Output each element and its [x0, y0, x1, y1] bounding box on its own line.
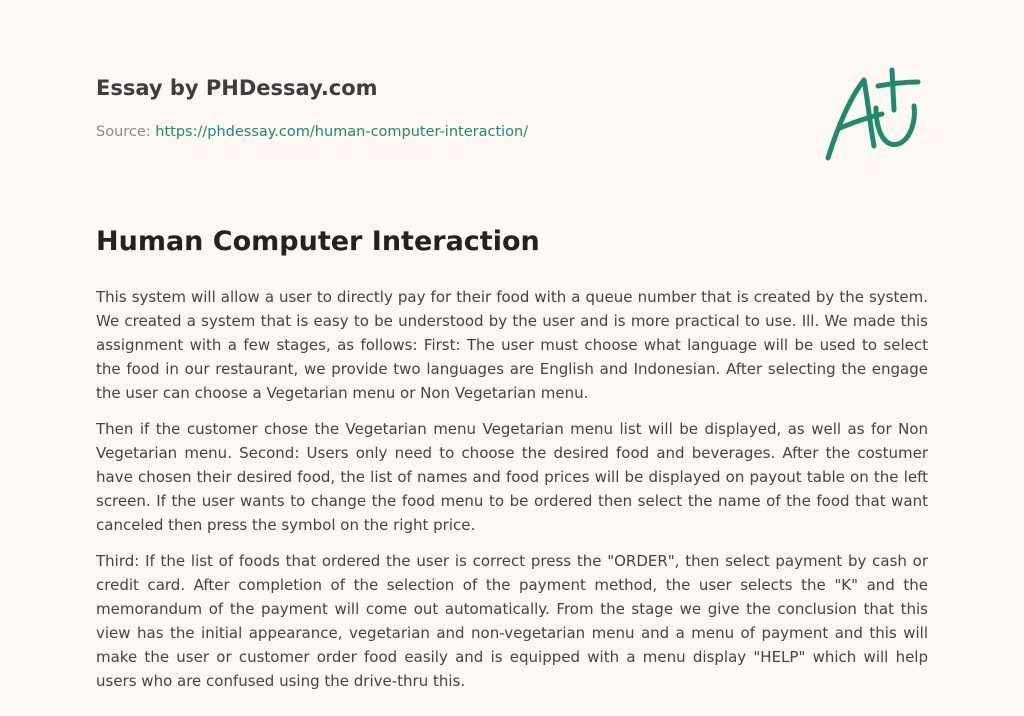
- header-title: Essay by PHDessay.com: [96, 76, 378, 100]
- a-plus-logo: [818, 64, 930, 168]
- essay-paragraph: Third: If the list of foods that ordered the user is correct press the "ORDER", then select payment by cash or credit card. After completion of the selection of the payment method, the user selects the "K" and the memorandum of the payment will come out automatically. From the stage we give the conclusion that this view has the initial appearance, vegetarian and non-vegetarian menu and a menu of payment and this will make the user or customer order food easily and is equipped with a menu display "HELP" which will help users who are confused using the drive-thru this.: [96, 552, 928, 690]
- essay-paragraph: This system will allow a user to directly pay for their food with a queue number that is created by the system. We created a system that is easy to be understood by the user and is more practical to use. Ill. We made this assignment with a few stages, as follows: First: The user must choose what language will be used to select the food in our restaurant, we provide two languages are English and Indonesian. After selecting the engage the user can choose a Vegetarian menu or Non Vegetarian menu.: [96, 288, 928, 402]
- source-label: Source:: [96, 124, 151, 140]
- essay-title: Human Computer Interaction: [96, 226, 540, 257]
- source-link[interactable]: https://phdessay.com/human-computer-interaction/: [155, 124, 529, 140]
- essay-body: [96, 285, 928, 705]
- source-line: [96, 124, 528, 140]
- essay-paragraph: Then if the customer chose the Vegetarian menu Vegetarian menu list will be displayed, as well as for Non Vegetarian menu. Second: Users only need to choose the desired food and beverages. After the costumer have chosen their desired food, the list of names and food prices will be displayed on payout table on the left screen. If the user wants to change the food menu to be ordered then select the name of the food that want canceled then press the symbol on the right price.: [96, 420, 928, 534]
